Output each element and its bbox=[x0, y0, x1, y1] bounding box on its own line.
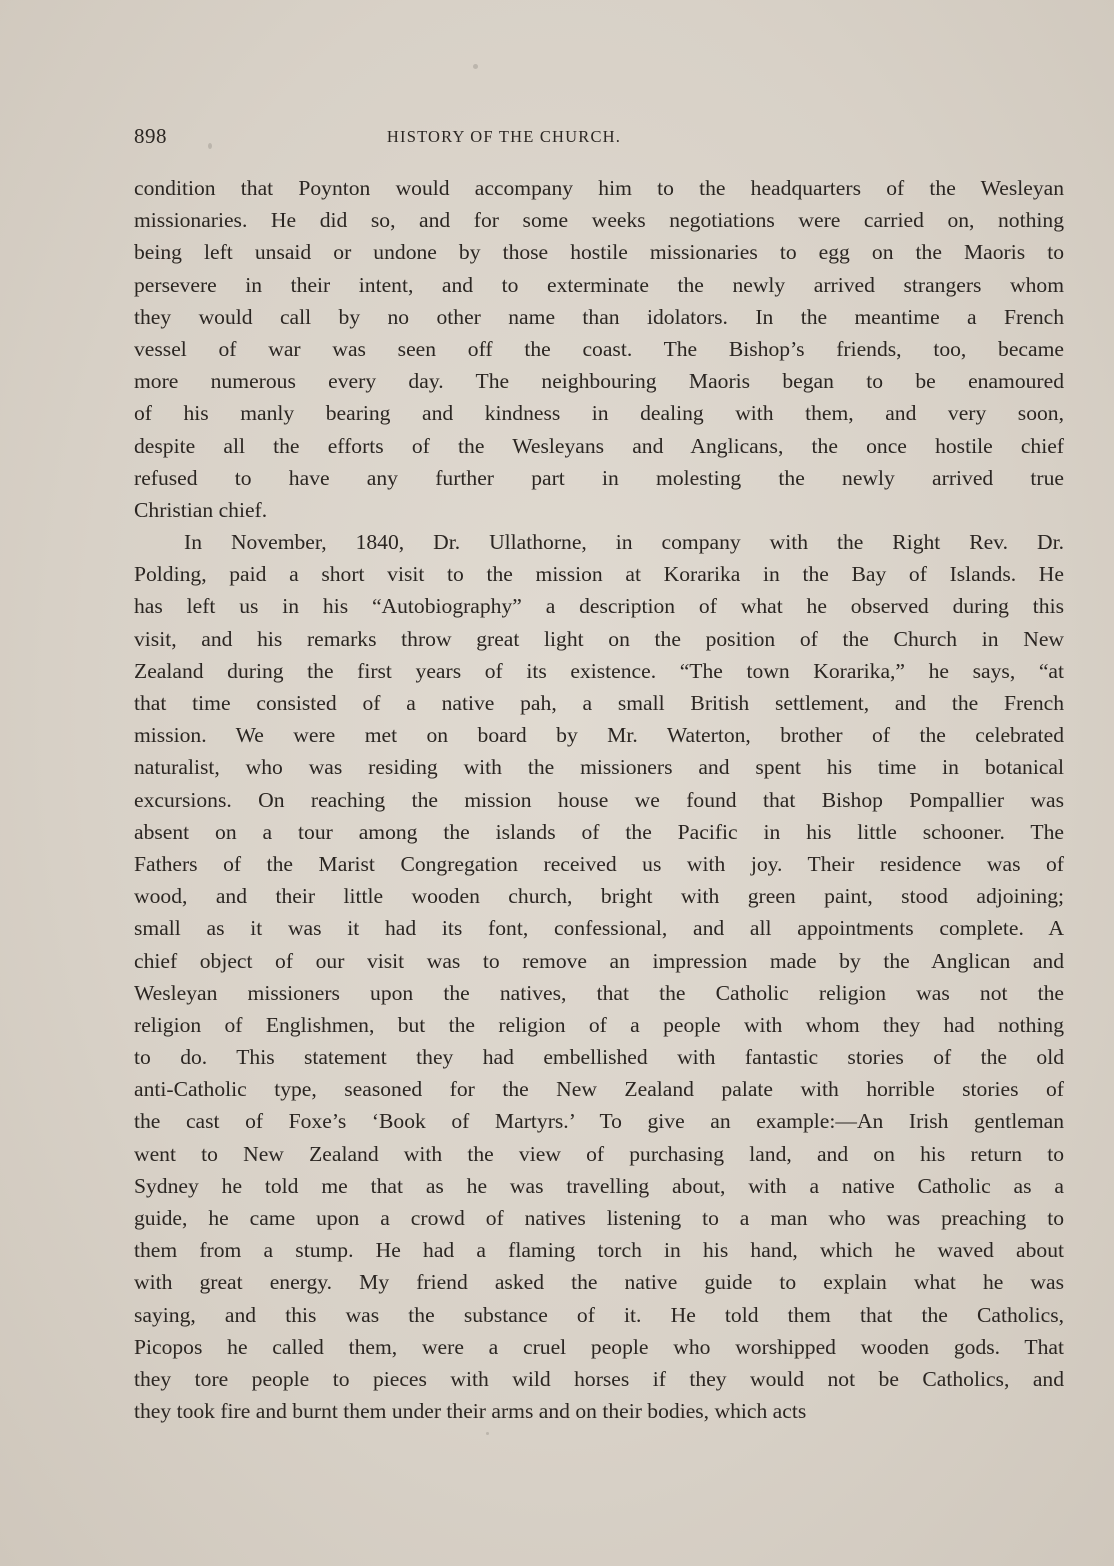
text-line: Sydney he told me that as he was travelling about, with a native Catholic as a bbox=[134, 1173, 1064, 1198]
paragraph bbox=[134, 526, 1064, 1427]
text-line: anti-Catholic type, seasoned for the New Zealand palate with horrible stories of bbox=[134, 1077, 1064, 1102]
text-line: despite all the efforts of the Wesleyans and Anglicans, the once hostile chief bbox=[134, 433, 1064, 458]
text-line: Christian chief. bbox=[134, 497, 268, 522]
text-line: persevere in their intent, and to exterminate the newly arrived strangers whom bbox=[134, 272, 1064, 297]
paragraph bbox=[134, 172, 1064, 526]
text-line: the cast of Foxe’s ‘Book of Martyrs.’ To give an example:—An Irish gentleman bbox=[134, 1109, 1064, 1134]
text-line: missionaries. He did so, and for some weeks negotiations were carried on, nothing bbox=[134, 208, 1064, 233]
text-line: of his manly bearing and kindness in dealing with them, and very soon, bbox=[134, 401, 1064, 426]
text-line: condition that Poynton would accompany him to the headquarters of the Wesleyan bbox=[134, 176, 1064, 200]
paper-speck bbox=[473, 64, 478, 69]
text-line: Fathers of the Marist Congregation received us with joy. Their residence was of bbox=[134, 851, 1064, 876]
text-line: that time consisted of a native pah, a small British settlement, and the French bbox=[134, 691, 1064, 715]
running-head bbox=[134, 124, 1064, 152]
text-line: saying, and this was the substance of it. He told them that the Catholics, bbox=[134, 1302, 1064, 1327]
text-line: guide, he came upon a crowd of natives listening to a man who was preaching to bbox=[134, 1206, 1064, 1230]
text-line: went to New Zealand with the view of purchasing land, and on his return to bbox=[134, 1141, 1064, 1166]
text-line: Wesleyan missioners upon the natives, that the Catholic religion was not the bbox=[134, 980, 1064, 1005]
paper-speck bbox=[486, 1432, 489, 1435]
text-line: Zealand during the first years of its existence. “The town Korarika,” he says, “at bbox=[134, 658, 1064, 683]
paper-speck bbox=[208, 143, 212, 149]
text-line: being left unsaid or undone by those hostile missionaries to egg on the Maoris to bbox=[134, 240, 1064, 265]
text-line: vessel of war was seen off the coast. The Bishop’s friends, too, became bbox=[134, 336, 1064, 361]
text-line: naturalist, who was residing with the missioners and spent his time in botanical bbox=[134, 755, 1064, 780]
text-line: Polding, paid a short visit to the mission at Korarika in the Bay of Islands. He bbox=[134, 562, 1064, 587]
text-line: small as it was it had its font, confessional, and all appointments complete. A bbox=[134, 916, 1064, 941]
text-line: to do. This statement they had embellished with fantastic stories of the old bbox=[134, 1045, 1064, 1070]
text-line: absent on a tour among the islands of the Pacific in his little schooner. The bbox=[134, 819, 1064, 844]
text-line: has left us in his “Autobiography” a description of what he observed during this bbox=[134, 594, 1064, 619]
text-line: excursions. On reaching the mission house we found that Bishop Pompallier was bbox=[134, 787, 1064, 812]
text-line: religion of Englishmen, but the religion of a people with whom they had nothing bbox=[134, 1012, 1064, 1037]
text-line: In November, 1840, Dr. Ullathorne, in company with the Right Rev. Dr. bbox=[184, 530, 1064, 555]
text-line: more numerous every day. The neighbouring Maoris began to be enamoured bbox=[134, 369, 1064, 394]
text-line: wood, and their little wooden church, bright with green paint, stood adjoining; bbox=[134, 884, 1064, 909]
text-line: Picopos he called them, were a cruel people who worshipped wooden gods. That bbox=[134, 1334, 1064, 1359]
text-line: they tore people to pieces with wild horses if they would not be Catholics, and bbox=[134, 1366, 1064, 1391]
text-line: visit, and his remarks throw great light on the position of the Church in New bbox=[134, 626, 1064, 651]
body-text bbox=[134, 172, 1064, 1427]
page-number: 898 bbox=[134, 124, 167, 148]
text-line: they took fire and burnt them under their arms and on their bodies, which acts bbox=[134, 1399, 807, 1424]
text-line: they would call by no other name than idolators. In the meantime a French bbox=[134, 304, 1064, 329]
text-line: mission. We were met on board by Mr. Waterton, brother of the celebrated bbox=[134, 723, 1064, 748]
text-line: refused to have any further part in molesting the newly arrived true bbox=[134, 465, 1064, 490]
text-line: them from a stump. He had a flaming torch in his hand, which he waved about bbox=[134, 1238, 1064, 1263]
text-line: chief object of our visit was to remove an impression made by the Anglican and bbox=[134, 948, 1064, 973]
running-title: HISTORY OF THE CHURCH. bbox=[386, 127, 622, 146]
text-line: with great energy. My friend asked the native guide to explain what he was bbox=[134, 1270, 1064, 1295]
